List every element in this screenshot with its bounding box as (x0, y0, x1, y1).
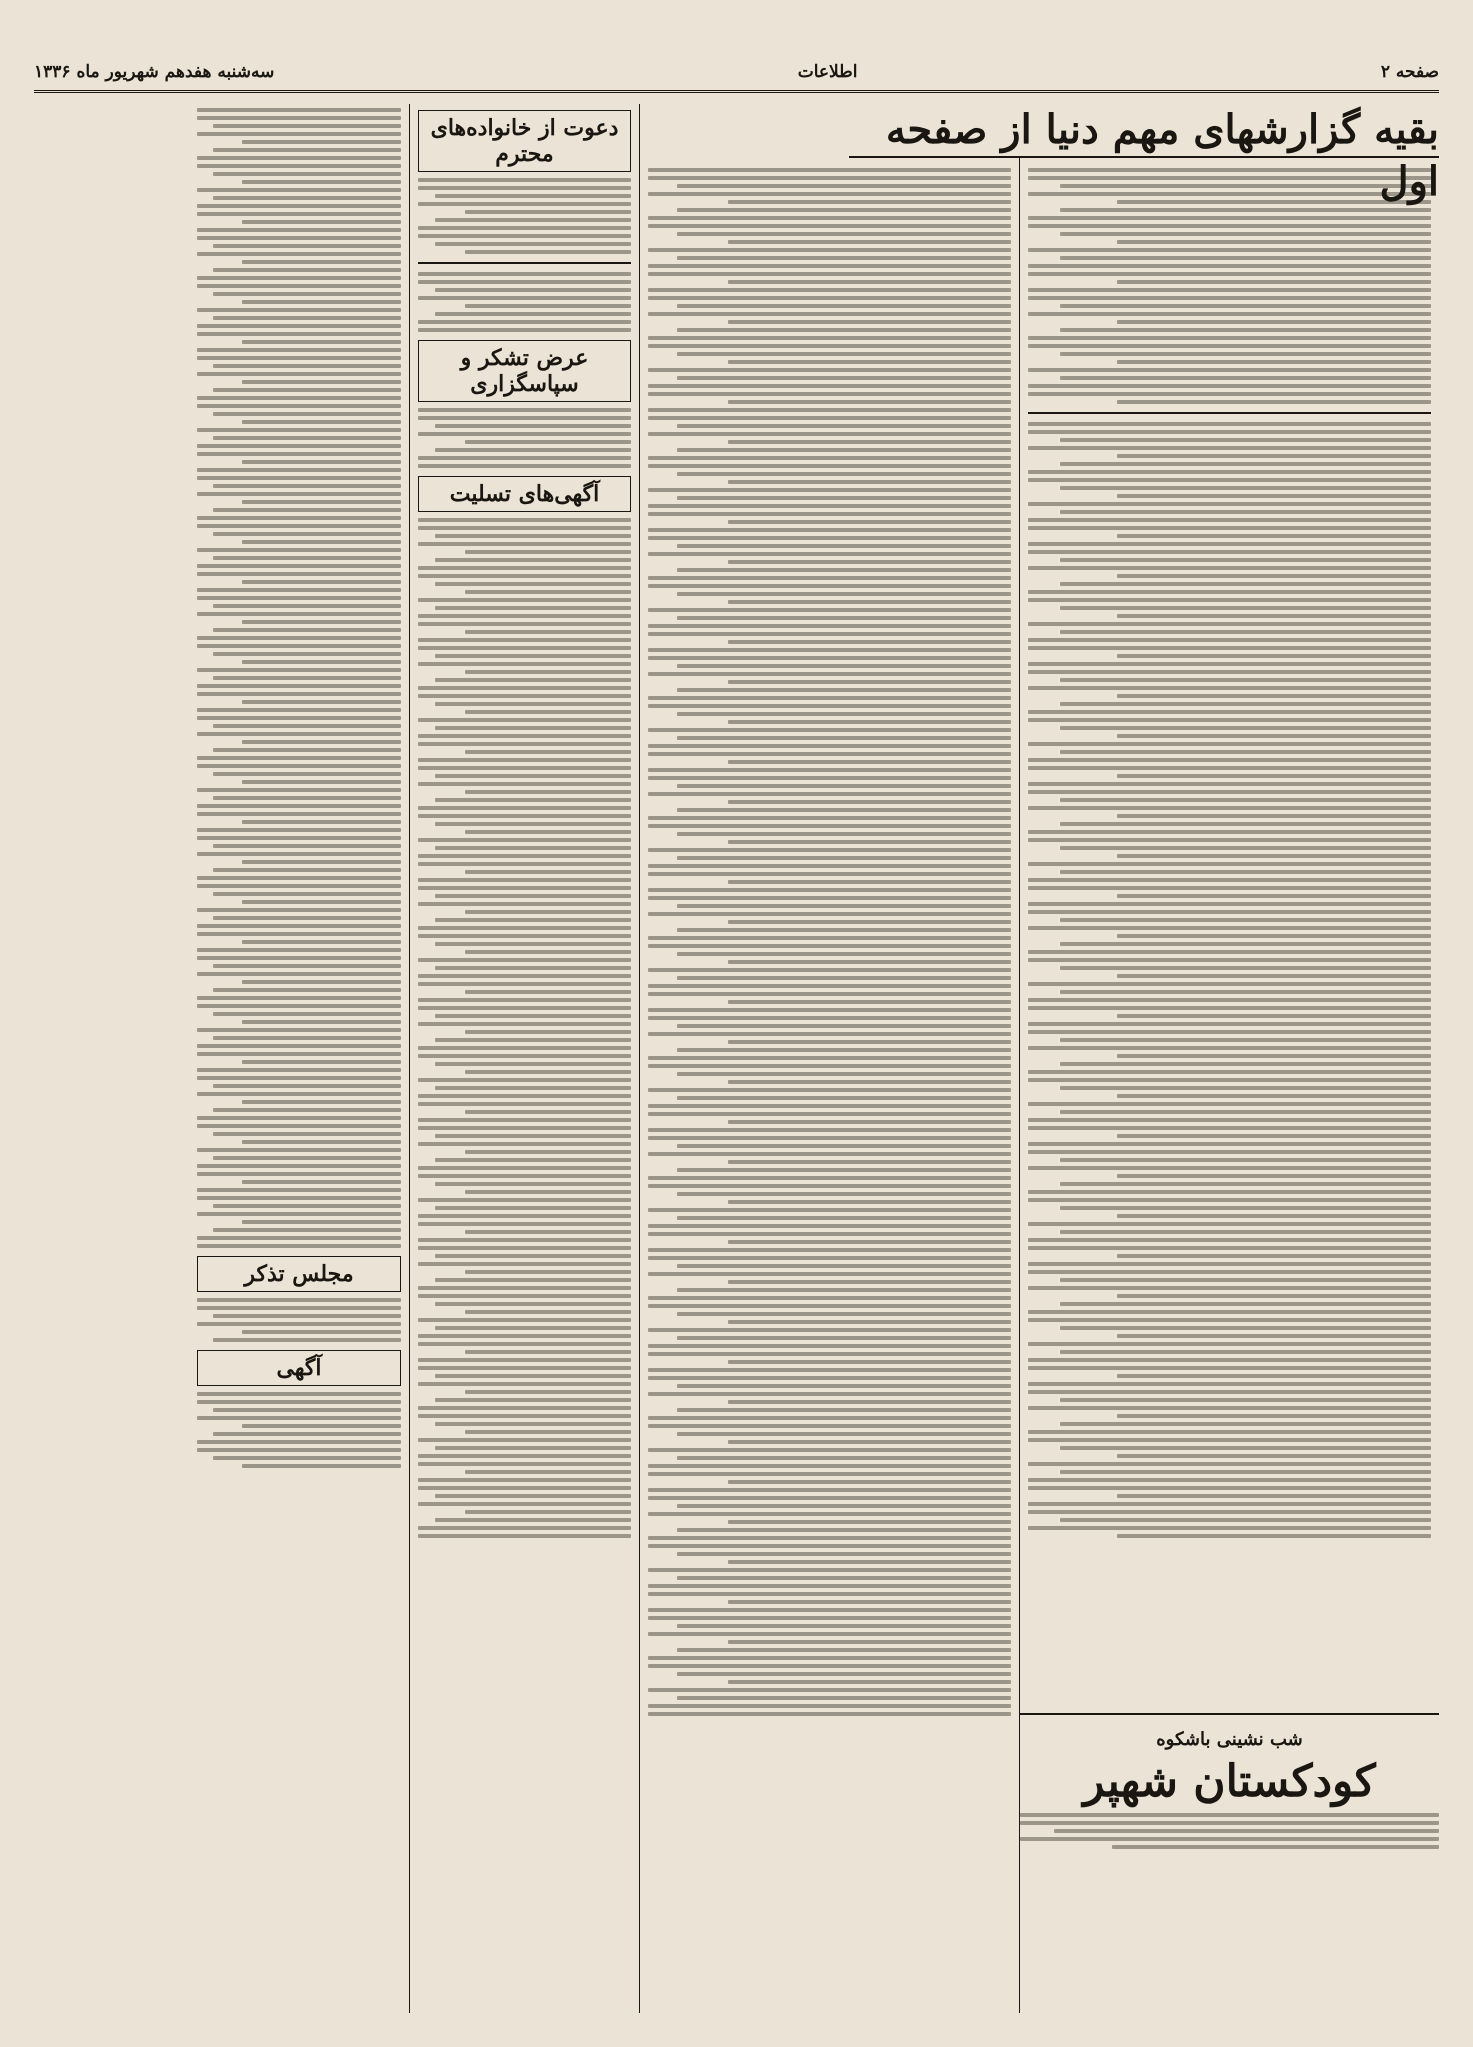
front-page-continuation-banner: بقیه گزارشهای مهم دنیا از صفحه اول (849, 104, 1439, 158)
ad-text-block (1020, 1813, 1439, 1849)
column-ads-2 (189, 104, 409, 2013)
ad-text-block (418, 518, 631, 1538)
news-text-block (1028, 422, 1431, 1538)
ad-text-block (418, 178, 631, 254)
memorial-heading: مجلس تذکر (197, 1256, 401, 1292)
news-text-block (1028, 168, 1431, 404)
news-text-block (648, 168, 1011, 1716)
page-label: صفحه ۲ (1380, 62, 1439, 82)
column-ads-1 (409, 104, 639, 2013)
kindergarten-ad (1020, 1713, 1439, 1943)
ad-heading: آگهی (197, 1350, 401, 1386)
masthead (34, 60, 1439, 84)
ad-text-block (197, 1298, 401, 1342)
divider (418, 262, 631, 264)
columns (34, 104, 1439, 2013)
column-news-right (1019, 104, 1439, 2013)
kindergarten-ad-subtitle: شب نشینی باشکوه (1156, 1729, 1303, 1750)
divider (1028, 412, 1431, 414)
masthead-rule (34, 90, 1439, 93)
column-news-mid (639, 104, 1019, 2013)
thanks-heading: عرض تشکر و سپاسگزاری (418, 340, 631, 402)
condolence-ads-heading: آگهی‌های تسلیت (418, 476, 631, 512)
ad-text-block (418, 272, 631, 332)
date-line: سه‌شنبه هفدهم شهریور ماه ۱۳۳۶ (34, 62, 275, 82)
kindergarten-ad-title: کودکستان شهپر (1083, 1756, 1376, 1807)
ad-text-block (418, 408, 631, 468)
paper-name: اطلاعات (797, 62, 858, 82)
invitation-heading: دعوت از خانواده‌های محترم (418, 110, 631, 172)
ad-text-block (197, 1392, 401, 1468)
ad-text-block (197, 108, 401, 1248)
